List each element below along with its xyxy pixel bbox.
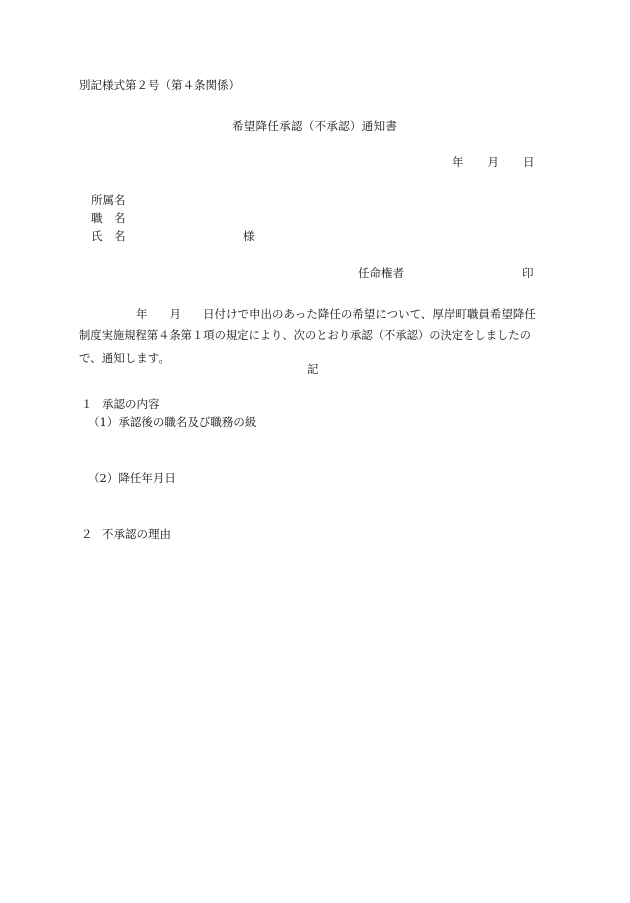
affiliation-label: 所属名: [91, 193, 126, 207]
body-line-1-text: 日付けで申出のあった降任の希望について、厚岸町職員希望降任: [203, 307, 536, 321]
document-title: 希望降任承認（不承認）通知書: [232, 119, 398, 133]
section-1-item-2: （2）降任年月日: [88, 471, 176, 485]
body-line-2: 制度実施規程第４条第１項の規定により、次のとおり承認（不承認）の決定をしましたの: [79, 329, 531, 342]
section-1-title: 承認の内容: [102, 397, 160, 411]
section-2-title: 不承認の理由: [102, 527, 171, 541]
section-1-number: １: [81, 397, 93, 411]
section-1-item-1: （1）承認後の職名及び職務の級: [88, 415, 257, 429]
form-number: 別記様式第２号（第４条関係）: [79, 78, 240, 92]
notification-body: [79, 303, 554, 369]
body-line-3: で、通知します。: [79, 351, 170, 365]
date-line: [452, 157, 535, 169]
name-label: 氏 名: [91, 229, 126, 243]
position-label: 職 名: [91, 211, 126, 225]
date-month: 月: [487, 155, 499, 169]
seal-mark: 印: [522, 266, 534, 280]
body-month: 月: [169, 307, 181, 321]
section-2-number: ２: [81, 527, 93, 541]
date-day: 日: [523, 155, 535, 169]
body-year: 年: [136, 307, 148, 321]
body-line-1: [79, 303, 554, 325]
date-year: 年: [452, 155, 464, 169]
ki-heading: 記: [307, 362, 319, 376]
honorific: 様: [243, 229, 255, 243]
issuer-label: 任命権者: [358, 266, 404, 280]
